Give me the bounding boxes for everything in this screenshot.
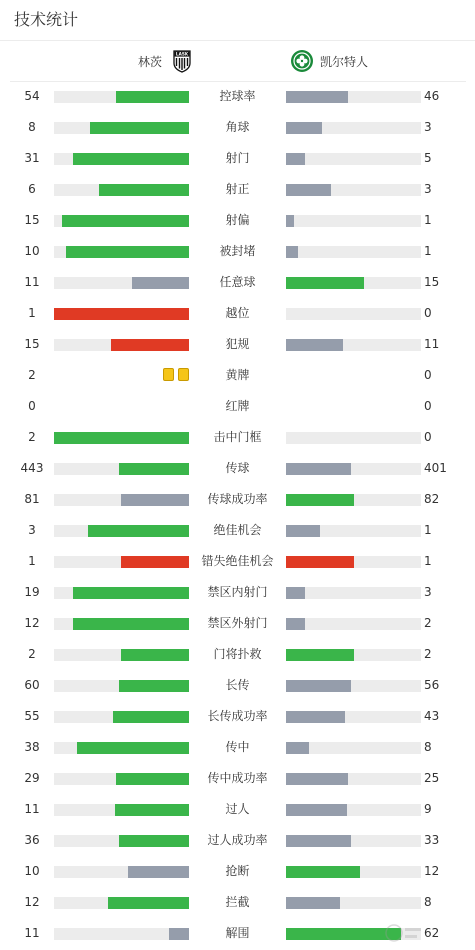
home-stat-bar: [54, 680, 189, 692]
away-stat-bar-fill: [286, 711, 345, 723]
stat-label: 长传: [225, 678, 250, 692]
away-stat-value: 1: [424, 554, 432, 568]
away-stat-value: 43: [424, 709, 440, 723]
away-stat-bar: [286, 432, 421, 444]
home-stat-bar-fill: [128, 866, 189, 878]
stat-row: [0, 732, 475, 763]
home-stat-bar-fill: [73, 618, 189, 630]
home-stat-bar-fill: [77, 742, 189, 754]
stat-row: [0, 515, 475, 546]
away-stat-bar: [286, 897, 421, 909]
stat-label: 绝佳机会: [213, 523, 262, 537]
away-stat-value: 401: [424, 461, 447, 475]
home-stat-bar: [54, 91, 189, 103]
home-stat-bar-fill: [54, 432, 189, 444]
away-stat-value: 8: [424, 740, 432, 754]
away-stat-value: 3: [424, 120, 432, 134]
stat-row: [0, 546, 475, 577]
stat-label: 抢断: [225, 864, 250, 878]
home-stat-value: 12: [24, 895, 40, 909]
home-stat-bar: [54, 587, 189, 599]
away-stat-bar: [286, 308, 421, 320]
page-title: 技术统计: [14, 10, 79, 29]
away-stat-bar: [286, 804, 421, 816]
celtic-crest-icon: [290, 49, 314, 73]
home-stat-value: 2: [28, 430, 36, 444]
away-stat-value: 12: [424, 864, 440, 878]
away-stat-bar-fill: [286, 494, 354, 506]
stat-label: 传球成功率: [207, 492, 268, 506]
stat-label: 任意球: [219, 275, 256, 289]
home-stat-bar: [54, 215, 189, 227]
away-stat-value: 11: [424, 337, 440, 351]
home-stat-bar: [54, 556, 189, 568]
away-stat-value: 0: [424, 368, 432, 382]
home-stat-bar: [54, 463, 189, 475]
stat-row: [0, 329, 475, 360]
home-stat-value: 443: [20, 461, 44, 475]
stat-label: 越位: [225, 306, 250, 320]
away-stat-value: 9: [424, 802, 432, 816]
home-stat-value: 1: [28, 306, 36, 320]
away-stat-bar: [286, 246, 421, 258]
stat-row: [0, 298, 475, 329]
away-stat-value: 0: [424, 399, 432, 413]
away-stat-bar-fill: [286, 773, 348, 785]
home-stat-bar: [54, 432, 189, 444]
stat-label: 犯规: [225, 337, 250, 351]
stat-row: [0, 453, 475, 484]
away-stat-bar: [286, 91, 421, 103]
stat-label: 错失绝佳机会: [201, 554, 274, 568]
away-stat-value: 15: [424, 275, 440, 289]
away-stat-bar-fill: [286, 463, 351, 475]
away-stat-value: 2: [424, 616, 432, 630]
home-stat-value: 81: [24, 492, 40, 506]
stat-row: [0, 205, 475, 236]
home-stat-bar: [54, 122, 189, 134]
home-stat-value: 55: [24, 709, 40, 723]
home-stat-bar-fill: [73, 587, 189, 599]
home-stat-bar-fill: [119, 463, 189, 475]
stat-label: 射正: [225, 182, 250, 196]
home-team[interactable]: [138, 48, 194, 74]
away-stat-bar-fill: [286, 742, 309, 754]
home-stat-bar-fill: [66, 246, 189, 258]
away-stat-bar: [286, 463, 421, 475]
stat-label: 传中: [225, 740, 250, 754]
home-stat-value: 2: [28, 647, 36, 661]
home-stat-bar-fill: [121, 494, 189, 506]
home-stat-value: 15: [24, 213, 40, 227]
away-stat-bar: [286, 153, 421, 165]
stat-row: [0, 236, 475, 267]
home-stat-bar-fill: [121, 556, 189, 568]
home-stat-bar: [54, 308, 189, 320]
away-stat-value: 33: [424, 833, 440, 847]
away-stat-bar-fill: [286, 649, 354, 661]
away-stat-bar-fill: [286, 277, 364, 289]
home-stat-bar: [54, 866, 189, 878]
home-team-name: 林茨: [138, 54, 163, 69]
home-stat-value: 0: [28, 399, 36, 413]
yellow-card-icon: [163, 368, 174, 381]
stat-row: [0, 143, 475, 174]
away-stat-bar-fill: [286, 153, 305, 165]
stat-label: 被封堵: [219, 244, 256, 258]
stat-label: 解围: [225, 926, 250, 940]
away-stat-bar-fill: [286, 91, 348, 103]
home-stat-value: 11: [24, 802, 40, 816]
away-stat-bar-fill: [286, 556, 354, 568]
home-stat-value: 19: [24, 585, 40, 599]
stat-label: 传球: [225, 461, 250, 475]
home-stat-bar-fill: [169, 928, 189, 940]
stat-label: 红牌: [225, 399, 250, 413]
away-stat-bar: [286, 184, 421, 196]
home-stat-value: 36: [24, 833, 40, 847]
stat-label: 黄牌: [225, 368, 250, 382]
stat-row: [0, 670, 475, 701]
away-stat-bar-fill: [286, 804, 347, 816]
stat-label: 传中成功率: [207, 771, 268, 785]
home-stat-bar: [54, 246, 189, 258]
away-stat-bar: [286, 866, 421, 878]
away-stat-bar: [286, 339, 421, 351]
home-stat-value: 12: [24, 616, 40, 630]
away-stat-bar: [286, 277, 421, 289]
away-stat-bar-fill: [286, 525, 320, 537]
home-stat-value: 3: [28, 523, 36, 537]
stat-row: [0, 391, 475, 422]
home-stat-bar-fill: [99, 184, 189, 196]
away-stat-bar: [286, 773, 421, 785]
away-team-name: 凯尔特人: [320, 54, 369, 69]
home-stat-value: 10: [24, 244, 40, 258]
stat-row: [0, 267, 475, 298]
home-stat-value: 54: [24, 89, 40, 103]
home-stat-bar-fill: [62, 215, 189, 227]
stat-row: [0, 701, 475, 732]
stat-row: [0, 81, 475, 112]
home-stat-bar-fill: [90, 122, 189, 134]
stat-label: 过人成功率: [207, 833, 268, 847]
home-stat-bar-fill: [54, 308, 189, 320]
home-stat-bar-fill: [121, 649, 189, 661]
stat-label: 长传成功率: [207, 709, 268, 723]
home-stat-bar: [54, 525, 189, 537]
home-stat-bar: [54, 928, 189, 940]
yellow-cards: [163, 368, 189, 381]
stat-row: [0, 112, 475, 143]
home-stat-bar: [54, 773, 189, 785]
home-stat-bar-fill: [111, 339, 189, 351]
stats-list: [0, 81, 475, 949]
title-divider: [0, 40, 475, 41]
home-stat-value: 1: [28, 554, 36, 568]
stat-label: 门将扑救: [213, 647, 262, 661]
stat-row: [0, 887, 475, 918]
stat-label: 过人: [225, 802, 250, 816]
away-stat-value: 62: [424, 926, 440, 940]
home-stat-bar: [54, 804, 189, 816]
away-stat-value: 2: [424, 647, 432, 661]
away-stat-value: 0: [424, 306, 432, 320]
stat-row: [0, 794, 475, 825]
away-stat-value: 1: [424, 213, 432, 227]
away-stat-bar-fill: [286, 122, 322, 134]
away-stat-bar: [286, 649, 421, 661]
home-stat-bar: [54, 897, 189, 909]
home-stat-value: 60: [24, 678, 40, 692]
home-stat-bar-fill: [108, 897, 189, 909]
home-stat-bar-fill: [73, 153, 189, 165]
stat-label: 击中门框: [213, 430, 262, 444]
stat-label: 角球: [225, 120, 250, 134]
away-stat-value: 56: [424, 678, 440, 692]
home-stat-bar: [54, 153, 189, 165]
stat-label: 拦截: [225, 895, 250, 909]
away-stat-bar: [286, 680, 421, 692]
home-stat-value: 11: [24, 926, 40, 940]
stat-row: [0, 484, 475, 515]
away-stat-bar-fill: [286, 835, 351, 847]
away-stat-bar: [286, 525, 421, 537]
away-stat-bar: [286, 587, 421, 599]
away-team[interactable]: [290, 48, 368, 74]
home-stat-bar-fill: [119, 680, 189, 692]
home-stat-bar: [54, 742, 189, 754]
away-stat-bar: [286, 618, 421, 630]
home-stat-bar-fill: [115, 804, 189, 816]
home-stat-bar-fill: [119, 835, 189, 847]
home-stat-bar-fill: [116, 91, 189, 103]
home-stat-value: 29: [24, 771, 40, 785]
away-stat-bar-fill: [286, 339, 343, 351]
stat-row: [0, 608, 475, 639]
away-stat-bar: [286, 742, 421, 754]
home-stat-bar: [54, 339, 189, 351]
away-stat-bar: [286, 122, 421, 134]
home-stat-bar: [54, 649, 189, 661]
home-stat-bar: [54, 494, 189, 506]
stat-row: [0, 825, 475, 856]
home-stat-value: 2: [28, 368, 36, 382]
watermark-icon: [384, 921, 424, 945]
away-stat-bar-fill: [286, 246, 298, 258]
away-stat-value: 46: [424, 89, 440, 103]
away-stat-bar-fill: [286, 215, 294, 227]
home-stat-bar-fill: [88, 525, 189, 537]
home-stat-bar: [54, 277, 189, 289]
stat-row: [0, 577, 475, 608]
stat-row: [0, 856, 475, 887]
away-stat-bar: [286, 556, 421, 568]
away-stat-value: 1: [424, 523, 432, 537]
stat-row: [0, 763, 475, 794]
away-stat-bar-fill: [286, 866, 360, 878]
away-stat-bar: [286, 215, 421, 227]
stat-label: 禁区外射门: [207, 616, 268, 630]
home-stat-bar: [54, 835, 189, 847]
lask-crest-icon: [170, 49, 194, 73]
away-stat-value: 8: [424, 895, 432, 909]
stat-label: 控球率: [219, 89, 256, 103]
stat-label: 射偏: [225, 213, 250, 227]
away-stat-bar-fill: [286, 587, 305, 599]
stat-label: 禁区内射门: [207, 585, 268, 599]
home-stat-value: 15: [24, 337, 40, 351]
stat-row: [0, 422, 475, 453]
home-stat-bar: [54, 711, 189, 723]
away-stat-bar-fill: [286, 618, 305, 630]
yellow-card-icon: [178, 368, 189, 381]
stat-row: [0, 360, 475, 391]
away-stat-value: 5: [424, 151, 432, 165]
home-stat-bar: [54, 618, 189, 630]
home-stat-value: 31: [24, 151, 40, 165]
away-stat-value: 3: [424, 585, 432, 599]
away-stat-value: 3: [424, 182, 432, 196]
home-stat-bar: [54, 184, 189, 196]
away-stat-bar-fill: [286, 897, 340, 909]
away-stat-bar: [286, 711, 421, 723]
home-stat-bar-fill: [132, 277, 189, 289]
home-stat-value: 8: [28, 120, 36, 134]
away-stat-value: 82: [424, 492, 440, 506]
away-stat-value: 0: [424, 430, 432, 444]
away-stat-bar-fill: [286, 184, 331, 196]
svg-text:LASK: LASK: [175, 51, 189, 57]
home-stat-bar-fill: [116, 773, 189, 785]
away-stat-bar-fill: [286, 680, 351, 692]
stat-label: 射门: [225, 151, 250, 165]
home-stat-value: 11: [24, 275, 40, 289]
away-stat-bar: [286, 835, 421, 847]
home-stat-value: 6: [28, 182, 36, 196]
stat-row: [0, 639, 475, 670]
home-stat-value: 10: [24, 864, 40, 878]
away-stat-value: 1: [424, 244, 432, 258]
stat-row: [0, 174, 475, 205]
away-stat-bar: [286, 494, 421, 506]
away-stat-value: 25: [424, 771, 440, 785]
home-stat-bar-fill: [113, 711, 189, 723]
home-stat-value: 38: [24, 740, 40, 754]
